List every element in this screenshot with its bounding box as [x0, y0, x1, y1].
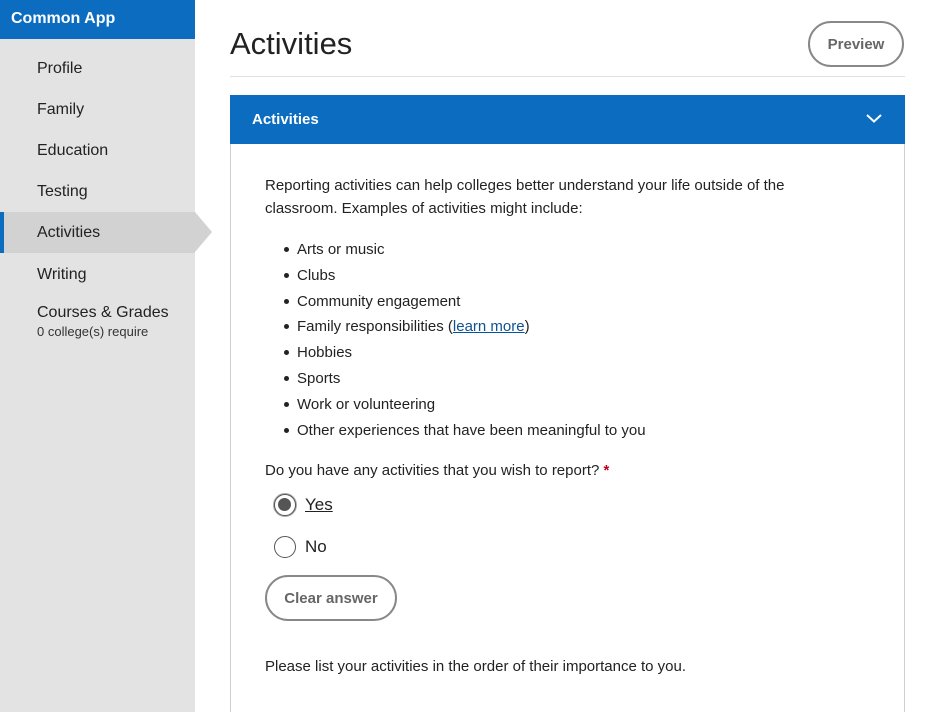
sidebar-item-label: Testing — [37, 182, 88, 200]
sidebar-item-label: Courses & Grades — [37, 303, 169, 321]
activities-question — [265, 462, 609, 479]
preview-button[interactable]: Preview — [808, 21, 904, 67]
sidebar-item-label: Family — [37, 100, 85, 118]
learn-more-link[interactable]: learn more — [452, 318, 525, 336]
clear-answer-button[interactable]: Clear answer — [265, 575, 397, 621]
list-item: Sports — [281, 367, 646, 393]
question-label: Do you have any activities that you wish to report? — [265, 462, 600, 479]
sidebar-item-label: Writing — [37, 265, 87, 283]
active-indicator — [0, 212, 4, 253]
sidebar-item-sublabel: 0 college(s) require — [37, 323, 149, 339]
required-indicator: * — [603, 462, 610, 479]
panel-title: Activities — [252, 111, 319, 128]
sidebar-item-label: Education — [37, 141, 109, 159]
list-instruction-text: Please list your activities in the order of their importance to you. — [265, 658, 687, 675]
list-item: Hobbies — [281, 341, 646, 367]
list-item: Work or volunteering — [281, 393, 646, 419]
radio-button[interactable] — [274, 536, 296, 558]
brand-logo[interactable]: Common App — [0, 0, 195, 39]
radio-option-yes[interactable] — [274, 494, 333, 516]
examples-list — [281, 238, 646, 444]
sidebar-item-label: Profile — [37, 59, 83, 77]
list-item: Clubs — [281, 264, 646, 290]
radio-option-no[interactable] — [274, 536, 327, 558]
list-item: Family responsibilities (learn more) — [281, 315, 646, 341]
radio-button[interactable] — [274, 494, 296, 516]
sidebar-item-family[interactable] — [0, 89, 195, 130]
list-item: Community engagement — [281, 290, 646, 316]
sidebar-item-courses-grades[interactable] — [0, 297, 195, 345]
radio-label[interactable]: No — [305, 537, 327, 556]
page-title: Activities — [230, 26, 353, 61]
sidebar-item-profile[interactable] — [0, 48, 195, 89]
sidebar-item-writing[interactable] — [0, 254, 195, 295]
list-item: Other experiences that have been meaningful to you — [281, 419, 646, 445]
sidebar-item-activities[interactable] — [0, 212, 195, 253]
title-divider — [230, 76, 905, 77]
chevron-down-icon[interactable] — [865, 109, 883, 127]
activities-panel-header[interactable] — [230, 95, 905, 144]
list-item: Arts or music — [281, 238, 646, 264]
intro-text: Reporting activities can help colleges better understand your life outside of the classroom. Examples of activities might include: — [265, 177, 785, 217]
sidebar-item-label: Activities — [37, 223, 101, 241]
sidebar-item-testing[interactable] — [0, 171, 195, 212]
sidebar — [0, 0, 195, 712]
sidebar-item-education[interactable] — [0, 130, 195, 171]
active-arrow-icon — [195, 212, 212, 252]
radio-label[interactable]: Yes — [305, 495, 333, 514]
